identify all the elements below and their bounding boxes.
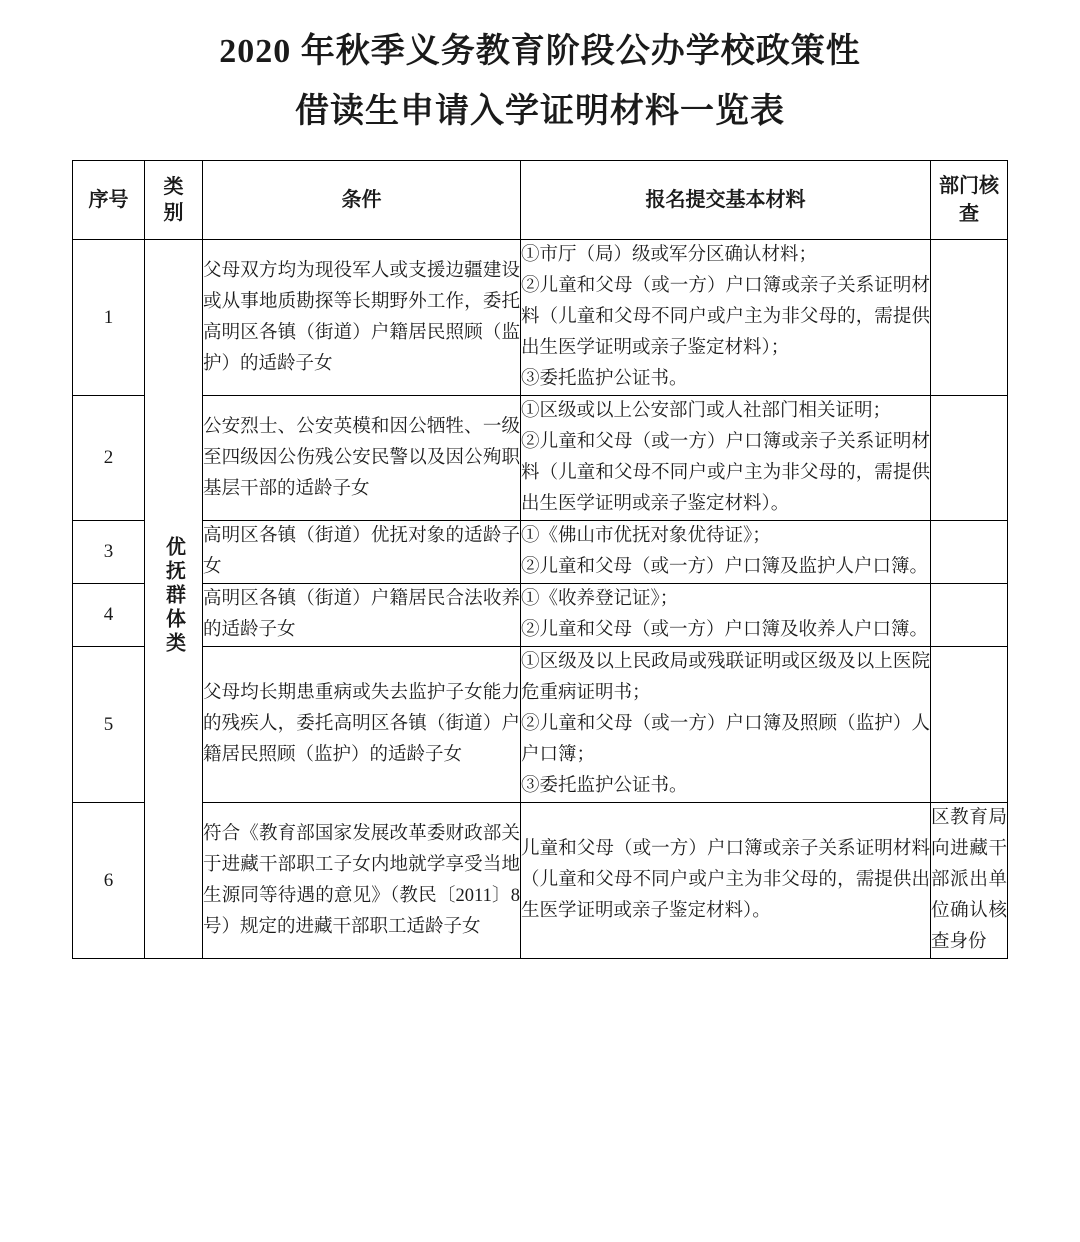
row-condition: 符合《教育部国家发展改革委财政部关于进藏干部职工子女内地就学享受当地生源同等待遇的意见》（教民〔2011〕8号）规定的进藏干部职工适龄子女 (203, 803, 521, 959)
row-number: 2 (73, 396, 145, 521)
row-condition: 父母均长期患重病或失去监护子女能力的残疾人，委托高明区各镇（街道）户籍居民照顾（监护）的适龄子女 (203, 647, 521, 803)
row-materials (521, 240, 931, 396)
material-line: ①《收养登记证》； (521, 589, 679, 609)
table-row (73, 647, 1008, 803)
row-number: 4 (73, 584, 145, 647)
table-header-row (73, 161, 1008, 240)
category-group-label: 优抚群体类 (162, 536, 185, 656)
material-line: ①区级及以上民政局或残联证明或区级及以上医院危重病证明书； (521, 652, 930, 703)
category-group-cell (145, 240, 203, 959)
page-title (0, 0, 1080, 142)
material-line: ①《佛山市优抚对象优待证》； (521, 526, 771, 546)
row-department (931, 396, 1008, 521)
material-line: ③委托监护公证书。 (521, 776, 688, 796)
header-condition: 条件 (203, 161, 521, 240)
header-no: 序号 (73, 161, 145, 240)
row-materials (521, 647, 931, 803)
row-materials (521, 803, 931, 959)
row-department (931, 584, 1008, 647)
material-line: ②儿童和父母（或一方）户口簿及收养人户口簿。 (521, 620, 929, 640)
material-line: ②儿童和父母（或一方）户口簿及监护人户口簿。 (521, 557, 929, 577)
material-line: ③委托监护公证书。 (521, 369, 688, 389)
row-department (931, 647, 1008, 803)
table-row (73, 240, 1008, 396)
material-line: ②儿童和父母（或一方）户口簿或亲子关系证明材料（儿童和父母不同户或户主为非父母的，需提供出生医学证明或亲子鉴定材料）； (521, 276, 930, 358)
row-number: 3 (73, 521, 145, 584)
page-title-line-1: 2020 年秋季义务教育阶段公办学校政策性 (219, 33, 861, 70)
table-row (73, 584, 1008, 647)
requirements-table (72, 160, 1008, 959)
row-department (931, 521, 1008, 584)
material-line: ②儿童和父母（或一方）户口簿及照顾（监护）人户口簿； (521, 714, 930, 765)
row-materials (521, 396, 931, 521)
header-materials: 报名提交基本材料 (521, 161, 931, 240)
material-line: ②儿童和父母（或一方）户口簿或亲子关系证明材料（儿童和父母不同户或户主为非父母的，需提供出生医学证明或亲子鉴定材料）。 (521, 432, 930, 514)
row-condition: 父母双方均为现役军人或支援边疆建设或从事地质勘探等长期野外工作，委托高明区各镇（街道）户籍居民照顾（监护）的适龄子女 (203, 240, 521, 396)
row-department (931, 240, 1008, 396)
header-category-line-1: 类 (163, 176, 184, 198)
row-materials (521, 584, 931, 647)
material-line: ①区级或以上公安部门或人社部门相关证明； (521, 401, 892, 421)
header-category (145, 161, 203, 240)
row-condition: 高明区各镇（街道）优抚对象的适龄子女 (203, 521, 521, 584)
table-row (73, 521, 1008, 584)
row-number: 6 (73, 803, 145, 959)
page-title-line-2: 借读生申请入学证明材料一览表 (295, 93, 785, 130)
table-row (73, 396, 1008, 521)
table-row (73, 803, 1008, 959)
row-number: 5 (73, 647, 145, 803)
header-department: 部门核查 (931, 161, 1008, 240)
header-category-line-2: 别 (163, 202, 184, 224)
row-department: 区教育局向进藏干部派出单位确认核查身份 (931, 803, 1008, 959)
row-materials (521, 521, 931, 584)
row-condition: 高明区各镇（街道）户籍居民合法收养的适龄子女 (203, 584, 521, 647)
material-line: 儿童和父母（或一方）户口簿或亲子关系证明材料（儿童和父母不同户或户主为非父母的，需提供出生医学证明或亲子鉴定材料）。 (521, 839, 930, 921)
material-line: ①市厅（局）级或军分区确认材料； (521, 245, 818, 265)
row-condition: 公安烈士、公安英模和因公牺牲、一级至四级因公伤残公安民警以及因公殉职基层干部的适龄子女 (203, 396, 521, 521)
row-number: 1 (73, 240, 145, 396)
